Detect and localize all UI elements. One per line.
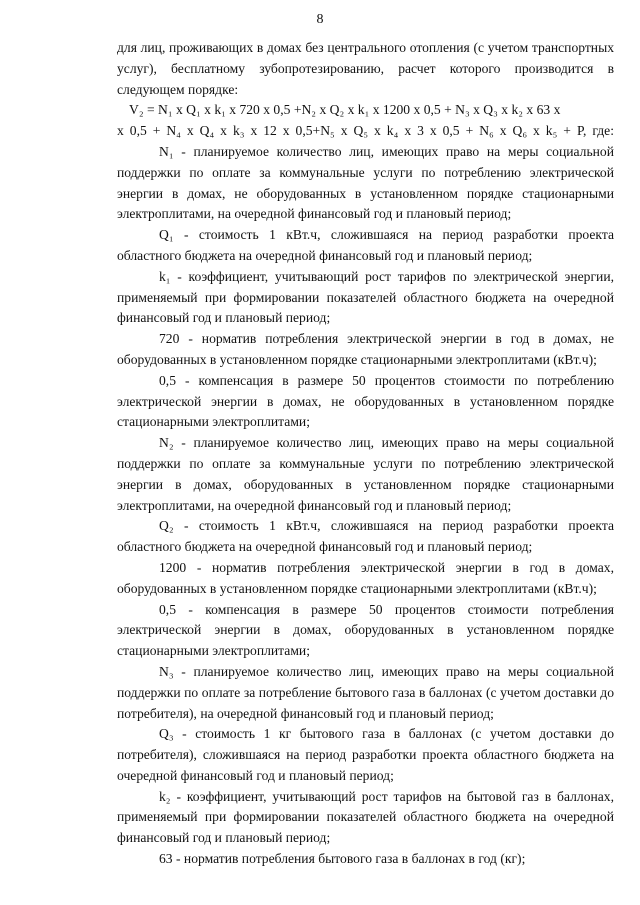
definition-720: 720 - норматив потребления электрической энергии в год в домах, не оборудованных в установленном порядке стационарными электроплитами (кВт.ч); bbox=[117, 331, 614, 367]
definition-k1: k₁ - коэффициент, учитывающий рост тарифов по электрической энергии, применяемый при формировании показателей областного бюджета на очередной финансовый год и плановый период; bbox=[117, 268, 614, 326]
definition-q2: Q₂ - стоимость 1 кВт.ч, сложившаяся на период разработки проекта областного бюджета на очередной финансовый год и плановый период; bbox=[117, 518, 614, 555]
definition-1200: 1200 - норматив потребления электрической энергии в год в домах, оборудованных в установленном порядке стационарными электроплитами (кВт.ч); bbox=[117, 559, 614, 596]
definition-k2: k₂ - коэффициент, учитывающий рост тарифов на бытовой газ в баллонах, применяемый при формировании показателей областного бюджета на очередной финансовый год и плановый период; bbox=[117, 788, 614, 846]
definition-q3: Q₃ - стоимость 1 кг бытового газа в баллонах (с учетом доставки до потребителя), сложившаяся на период разработки проекта областного бюджета на очередной финансовый год и плановый период; bbox=[117, 726, 614, 783]
definition-n2: N₂ - планируемое количество лиц, имеющих право на меры социальной поддержки по оплате за коммунальные услуги по потреблению электрической энергии в домах, оборудованных в установленном порядке стационарными электроплитами, на очередной финансовый год и плановый период; bbox=[117, 435, 614, 513]
definition-q1: Q₁ - стоимость 1 кВт.ч, сложившаяся на период разработки проекта областного бюджета на очередной финансовый год и плановый период; bbox=[117, 227, 614, 263]
definition-n3: N₃ - планируемое количество лиц, имеющих право на меры социальной поддержки по оплате за потребление бытового газа в баллонах (с учетом доставки до потребителя), на очередной финансовый год и плановый период; bbox=[117, 663, 614, 721]
intro-paragraph: для лиц, проживающих в домах без центрального отопления (с учетом транспортных услуг), бесплатному зубопротезированию, расчет которого производится в следующем порядке: bbox=[117, 40, 614, 97]
page-number: 8 bbox=[316, 12, 324, 27]
definition-0-5-first: 0,5 - компенсация в размере 50 процентов стоимости по потреблению электрической энергии в домах, не оборудованных в установленном порядке стационарными электроплитами; bbox=[117, 372, 614, 430]
definition-63: 63 - норматив потребления бытового газа в баллонах в год (кг); bbox=[159, 851, 526, 867]
formula-line-2: x 0,5 + N₄ x Q₄ x k₃ x 12 x 0,5+N₅ x Q₅ x k₄ x 3 x 0,5 + N₆ x Q₆ x k₅ + P, где: bbox=[117, 123, 614, 139]
formula bbox=[117, 100, 614, 142]
document-body bbox=[117, 38, 614, 870]
definition-0-5-second: 0,5 - компенсация в размере 50 процентов стоимости потребления электрической энергии в домах, оборудованных в установленном порядке стационарными электроплитами; bbox=[117, 601, 614, 659]
formula-line-1: V₂ = N₁ x Q₁ x k₁ x 720 x 0,5 +N₂ x Q₂ x k₁ x 1200 x 0,5 + N₃ x Q₃ x k₂ x 63 x bbox=[129, 102, 561, 118]
definition-n1: N₁ - планируемое количество лиц, имеющих право на меры социальной поддержки по оплате за коммунальные услуги по потреблению электрической энергии в домах, не оборудованных в установленном порядке стационарными электроплитами, на очередной финансовый год и плановый период; bbox=[117, 143, 614, 222]
